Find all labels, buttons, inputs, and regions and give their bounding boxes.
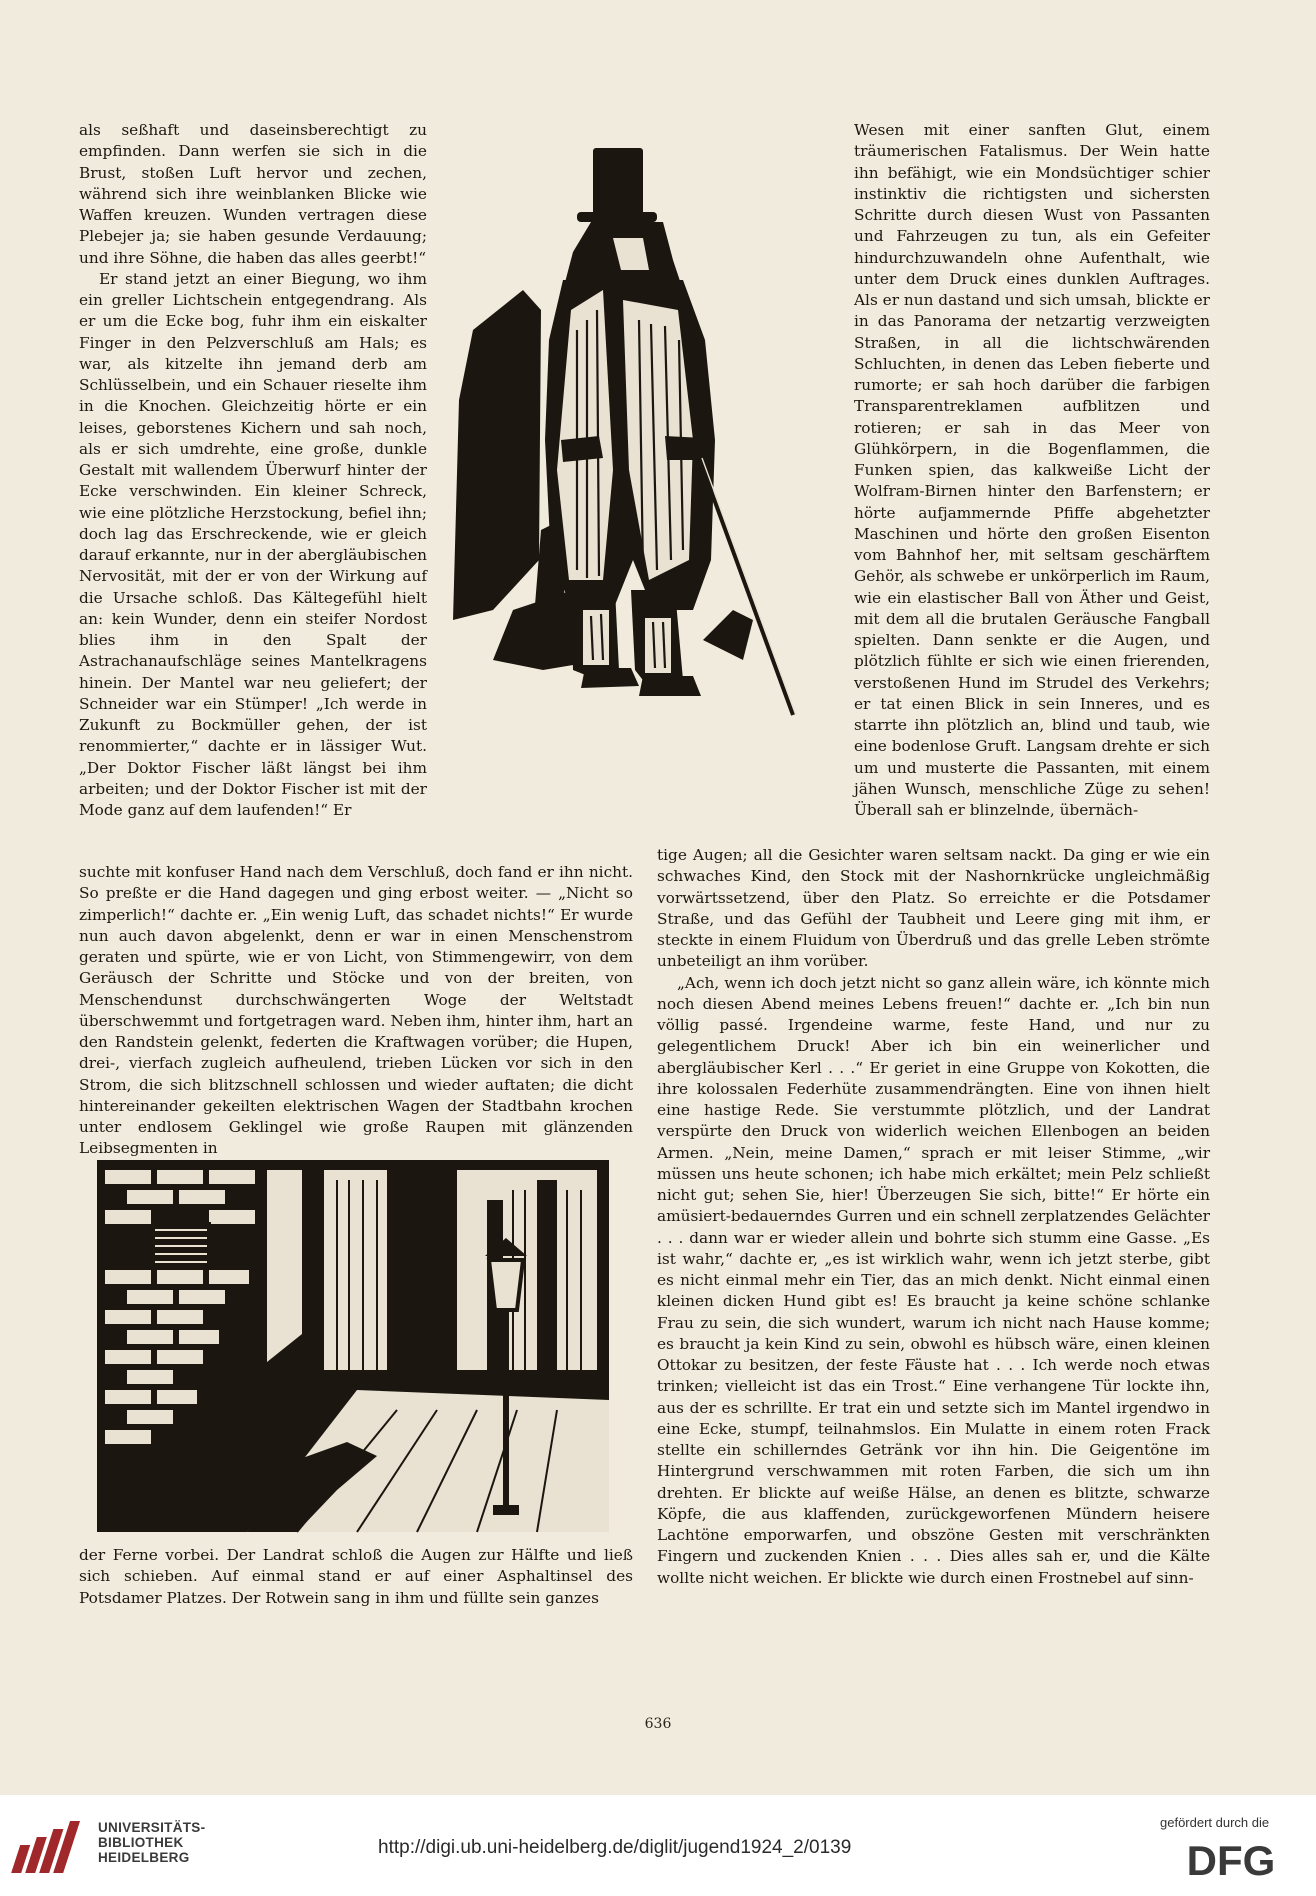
text-column-right-bottom	[657, 845, 1210, 1681]
paragraph: Er stand jetzt an einer Biegung, wo ihm ein greller Lichtschein entgegendrang. Als er um die Ecke bog, fuhr ihm ein eiskalter Finger in den Pelzverschluß am Hals; es war, als kitzelte ihn jemand derb am Schlüsselbein, und ein Schauer rieselte ihm in die Knochen. Gleichzeitig hörte er ein leises, geborstenes Kichern und sah noch, als er sich umdrehte, eine große, dunkle Gestalt mit wallendem Überwurf hinter der Ecke verschwinden. Ein kleiner Schreck, wie eine plötzliche Herzstockung, befiel ihn; doch lag das Erschreckende, wie er gleich darauf erkannte, nur in der abergläubischen Nervosität, mit der er von der Wirkung auf die Ursache schloß. Das Kältegefühl hielt an: kein Wunder, denn ein steifer Nordost blies ihm in den Spalt der Astrachanaufschläge seines Mantelkragens hinein. Der Mantel war neu geliefert; der Schneider war ein Stümper! „Ich werde in Zukunft zu Bockmüller gehen, der ist renommierter,“ dachte er in lässiger Wut. „Der Doktor Fischer läßt längst bei ihm arbeiten; und der Doktor Fischer ist mit der Mode ganz auf dem laufenden!“ Er	[79, 269, 427, 819]
university-library-logo-icon	[26, 1815, 88, 1877]
permalink-url[interactable]: http://digi.ub.uni-heidelberg.de/diglit/jugend1924_2/0139	[378, 1837, 852, 1858]
paragraph: „Ach, wenn ich doch jetzt nicht so ganz allein wäre, ich könnte mich noch diesen Abend meines Lebens freuen!“ dachte er. „Ich bin nun völlig passé. Irgendeine warme, feste Hand, und nur zu gelegentlichem Druck! Aber ich bin ein weinerlicher und abergläubischer Kerl . . .“ Er geriet in eine Gruppe von Kokotten, die ihre kolossalen Federhüte zusammendrängten. Eine von ihnen hielt eine hastige Rede. Sie verstummte plötzlich, und der Landrat verspürte den Druck von widerlich weichen Ellenbogen an beiden Armen. „Nein, meine Damen,“ sprach er mit leiser Stimme, „wir müssen uns heute schonen; ich habe mich erkältet; mein Pelz schließt nicht gut; sehen Sie, hier! Überzeugen Sie sich, bitte!“ Er hörte ein amüsiert-bedauerndes Gurren und ein schnell zerplatzendes Gelächter . . . dann war er wieder allein und bohrte sich stumm eine Gasse. „Es ist wahr,“ dachte er, „es ist wirklich wahr, wenn ich jetzt sterbe, gibt es nicht einmal mehr ein Tier, das an mich denkt. Nicht einmal einen kleinen dicken Hund gibt es! Es braucht ja keine schöne schlanke Frau zu sein, die sich wundert, warum ich nicht nach Hause komme; es braucht ja kein Kind zu sein, obwohl es hübsch wäre, einen kleinen Ottokar zu besitzen, der feste Fäuste hat . . . Ich werde noch etwas trinken; vielleicht ist das ein Trost.“ Eine verhangene Tür lockte ihn, aus der es schrillte. Er trat ein und setzte sich im Mantel irgendwo in eine Ecke, stumpf, teilnahmslos. Ein Mulatte in einem roten Frack stellte ein schillerndes Getränk vor ihn hin. Die Geigentöne im Hintergrund verschwammen mit roten Farben, die sich um ihn drehten. Er blickte auf weiße Hälse, an denen es blitzte, schwarze Köpfe, die aus klaffenden, zurückgeworfenen Mündern heisere Lachtöne emporwarfen, und obszöne Gesten mit verschränkten Fingern und zuckenden Knien . . . Dies alles sah er, und die Kälte wollte nicht weichen. Er blickte wie durch einen Frostnebel auf sinn-	[657, 973, 1210, 1587]
paragraph: tige Augen; all die Gesichter waren seltsam nackt. Da ging er wie ein schwaches Kind, den Stock mit der Nashornkrücke ungleichmäßig vorwärtssetzend, über den Platz. So erreichte er die Potsdamer Straße, und das Gefühl der Taubheit und Leere ging mit ihm, er steckte in einem Fluidum von Überdruß und das grelle Leben strömte unbeteiligt an ihm vorüber.	[657, 846, 1210, 971]
svg-text:DFG: DFG	[1186, 1837, 1276, 1884]
library-name-line-2: BIBLIOTHEK	[98, 1835, 184, 1850]
page-number: 636	[644, 1716, 672, 1732]
paragraph: Wesen mit einer sanften Glut, einem träumerischen Fatalismus. Der Wein hatte ihn befähigt, wie ein Mondsüchtiger schier instinktiv die richtigsten und sichersten Schritte durch diesen Wust von Passanten und Fahrzeugen zu tun, als ein Gefeiter hindurchzuwandeln ohne Aufenthalt, wie unter dem Druck eines dunklen Auftrages. Als er nun dastand und sich umsah, blickte er in das Panorama der netzartig verzweigten Straßen, in all die lichtschwärenden Schluchten, in denen das Leben fieberte und rumorte; er sah hoch darüber die farbigen Transparentreklamen aufblitzen und rotieren; er sah in das Meer von Glühkörpern, in die Bogenflammen, die Funken spien, das kalkweiße Licht der Wolfram-Birnen hinter den Barfenstern; er hörte aufjammernde Pfiffe abgehetzter Maschinen und hörte den großen Eisenton vom Bahnhof her, mit seltsam geschärftem Gehör, als schwebe er unkörperlich im Raum, wie ein elastischer Ball von Äther und Geist, mit dem all die brutalen Geräusche Fangball spielten. Dann senkte er die Augen, und plötzlich fühlte er sich wie einen frierenden, verstoßenen Hund im Strudel des Verkehrs; er tat einen Blick in sein Inneres, und es starrte ihn plötzlich an, blind und taub, wie eine bodenlose Gruft. Langsam drehte er sich um und musterte die Passanten, mit einem jähen Wunsch, menschliche Züge zu sehen! Überall sah er blinzelnde, übernäch-	[854, 121, 1210, 819]
library-name-line-3: HEIDELBERG	[98, 1850, 190, 1865]
text-column-left-top	[79, 120, 427, 860]
university-library-name	[98, 1820, 205, 1865]
paragraph: suchte mit konfuser Hand nach dem Verschluß, doch fand er ihn nicht. So preßte er die Hand dagegen und ging erbost weiter. — „Nicht so zimperlich!“ dachte er. „Ein wenig Luft, das schadet nichts!“ Er wurde nun auch davon abgelenkt, denn er war in einen Menschenstrom geraten und spürte, wie er von Licht, von Stimmengewirr, von dem Geräusch der Schritte und Stöcke und von der breiten, von Menschendunst durchschwängerten Woge der Weltstadt überschwemmt und fortgetragen ward. Neben ihm, hinter ihm, hart an den Randstein gelenkt, federten die Kraftwagen vorüber; die Hupen, drei-, vierfach zugleich aufheulend, trieben Lücken vor sich in den Strom, die sich blitzschnell schlossen und wieder auftaten; die dicht hintereinander gekeilten elektrischen Wagen der Stadtbahn krochen unter endlosem Geklingel wie große Raupen mit glänzenden Leibsegmenten in	[79, 863, 633, 1158]
library-name-line-1: UNIVERSITÄTS-	[98, 1820, 206, 1835]
paragraph: als seßhaft und daseinsberechtigt zu empfinden. Dann werfen sie sich in die Brust, stoßen Luft hervor und zechen, während sich ihre weinblanken Blicke wie Waffen kreuzen. Wunden vertragen diese Plebejer ja; sie haben gesunde Verdauung; und ihre Söhne, die haben das alles geerbt!“	[79, 121, 427, 267]
paragraph: der Ferne vorbei. Der Landrat schloß die Augen zur Hälfte und ließ sich schieben. Auf einmal stand er auf einer Asphaltinsel des Potsdamer Platzes. Der Rotwein sang in ihm und füllte sein ganzes	[79, 1546, 633, 1607]
text-block-left-middle	[79, 862, 633, 1158]
digitization-footer	[0, 1795, 1316, 1896]
woodcut-man-with-cane-illustration	[453, 140, 849, 790]
text-block-left-bottom	[79, 1545, 633, 1675]
text-column-right-top	[854, 120, 1210, 842]
funding-label: gefördert durch die	[1160, 1815, 1270, 1830]
dfg-logo-icon	[1176, 1837, 1286, 1884]
woodcut-street-lantern-illustration	[97, 1160, 609, 1532]
